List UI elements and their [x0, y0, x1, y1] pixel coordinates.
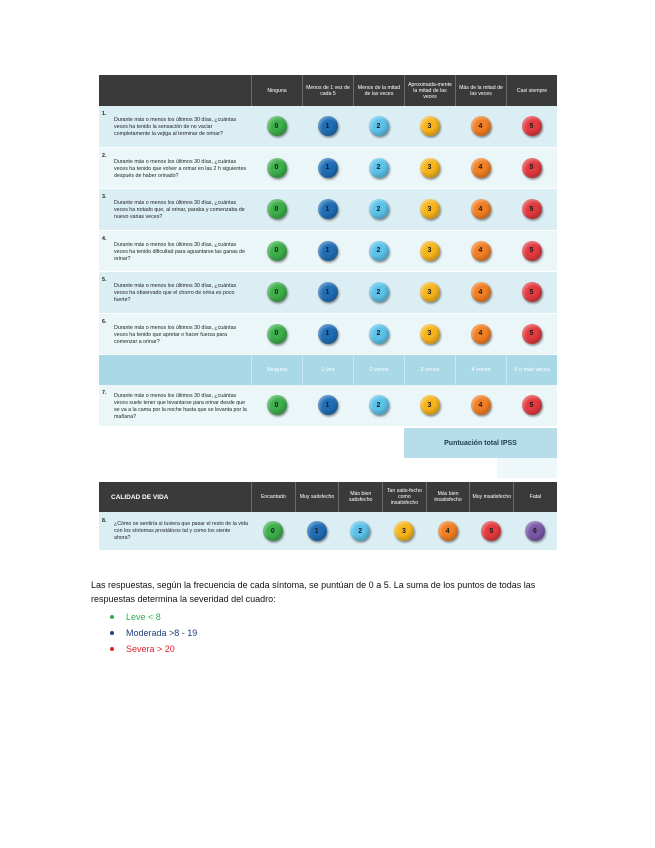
score-0-button[interactable]: 0: [267, 324, 287, 344]
question-cell: [99, 512, 251, 550]
nocturia-header-1-vez: 1 vez: [302, 355, 353, 385]
score-5-button[interactable]: 5: [522, 241, 542, 261]
ipss-header-blank: [99, 75, 251, 106]
severity-legend: [110, 609, 197, 657]
score-2-button[interactable]: 2: [369, 116, 389, 136]
question-number: 1.: [102, 111, 107, 117]
nocturia-header-4-veces: 4 veces: [455, 355, 506, 385]
score-4-button[interactable]: 4: [471, 395, 491, 415]
question-number: 2.: [102, 152, 107, 159]
bullet-icon: [110, 631, 114, 635]
score-0-button[interactable]: 0: [267, 199, 287, 219]
question-text: Durante más o menos los últimos 30 días, ¿cuántas veces suele tener que levantarse para orinar desde que se va a la cama por la noche hasta que se levanta por la mañana?: [114, 392, 247, 420]
score-1-button[interactable]: 1: [318, 395, 338, 415]
score-2-button[interactable]: 2: [369, 324, 389, 344]
question-cell: [99, 148, 251, 189]
question-text: Durante más o menos los últimos 30 días, ¿cuántas veces ha notado que, al orinar, paraba y comenzaba de nuevo varias veces?: [114, 200, 245, 221]
score-3-button[interactable]: 3: [420, 324, 440, 344]
score-4-button[interactable]: 4: [471, 282, 491, 302]
question-row-5: [99, 272, 557, 314]
legend-item-leve: [110, 609, 197, 625]
question-text: Durante más o menos los últimos 30 días, ¿cuántas veces ha tenido que apretar o hacer fuerza para comenzar a orinar?: [114, 324, 237, 345]
question-cell: [99, 385, 251, 426]
score-4-button[interactable]: 4: [471, 199, 491, 219]
question-number: 8.: [102, 518, 107, 524]
question-text: ¿Cómo se sentiría si tuviera que pasar el resto de la vida con los síntomas prostáticos tal y como los siente ahora?: [114, 520, 248, 541]
question-text: Durante más o menos los últimos 30 días, ¿cuántas veces ha observado que el chorro de orina es poco fuerte?: [114, 283, 237, 304]
explanation-paragraph: Las respuestas, según la frecuencia de cada síntoma, se puntúan de 0 a 5. La suma de los puntos de todas las respuestas determina la severidad del cuadro:: [91, 580, 536, 604]
header-menos-mitad: Menos de la mitad de las veces: [353, 75, 404, 106]
header-mas-bien-insatisfecho: Más bien insatisfecho: [426, 482, 470, 512]
score-2-button[interactable]: 2: [369, 199, 389, 219]
question-text: Durante más o menos los últimos 30 días, ¿cuántas veces ha tenido la sensación de no vaciar completamente la vejiga al terminar de orinar?: [114, 117, 237, 138]
score-2-button[interactable]: 2: [369, 158, 389, 178]
score-5-button[interactable]: 5: [522, 324, 542, 344]
score-0-button[interactable]: 0: [267, 282, 287, 302]
score-0-button[interactable]: 0: [263, 521, 283, 541]
score-2-button[interactable]: 2: [369, 395, 389, 415]
question-cell: [99, 106, 251, 147]
score-4-button[interactable]: 4: [471, 324, 491, 344]
header-menos-1-de-5: Menos de 1 vez de cada 5: [302, 75, 353, 106]
question-number: 6.: [102, 318, 107, 325]
question-row-3: [99, 189, 557, 231]
score-0-button[interactable]: 0: [267, 395, 287, 415]
question-text: Durante más o menos los últimos 30 días, ¿cuántas veces ha tenido dificultad para aguantarse las ganas de orinar?: [114, 241, 246, 262]
header-mas-bien-satisfecho: Más bien satisfecho: [338, 482, 382, 512]
score-1-button[interactable]: 1: [318, 282, 338, 302]
score-3-button[interactable]: 3: [420, 158, 440, 178]
score-0-button[interactable]: 0: [267, 241, 287, 261]
legend-text-leve: Leve < 8: [126, 612, 161, 622]
quality-title: CALIDAD DE VIDA: [99, 482, 251, 512]
question-row-2: [99, 148, 557, 190]
score-4-button[interactable]: 4: [471, 158, 491, 178]
score-4-button[interactable]: 4: [471, 241, 491, 261]
score-5-button[interactable]: 5: [481, 521, 501, 541]
nocturia-header-row: [99, 355, 557, 385]
question-number: 4.: [102, 235, 107, 242]
legend-text-moderada: Moderada >8 - 19: [126, 628, 198, 638]
score-1-button[interactable]: 1: [318, 158, 338, 178]
question-cell: [99, 272, 251, 313]
score-5-button[interactable]: 5: [522, 116, 542, 136]
score-3-button[interactable]: 3: [420, 241, 440, 261]
score-2-button[interactable]: 2: [369, 241, 389, 261]
score-4-button[interactable]: 4: [438, 521, 458, 541]
question-row-7: [99, 385, 557, 427]
question-number: 7.: [102, 390, 107, 396]
score-2-button[interactable]: 2: [369, 282, 389, 302]
header-muy-satisfecho: Muy satisfecho: [295, 482, 339, 512]
score-5-button[interactable]: 5: [522, 395, 542, 415]
question-row-4: [99, 231, 557, 273]
bullet-icon: [110, 615, 114, 619]
question-number: 5.: [102, 277, 107, 283]
question-cell: [99, 231, 251, 272]
nocturia-header-5-mas: 5 o más veces: [506, 355, 557, 385]
nocturia-header-2-veces: 2 veces: [353, 355, 404, 385]
score-3-button[interactable]: 3: [420, 116, 440, 136]
score-3-button[interactable]: 3: [420, 199, 440, 219]
score-3-button[interactable]: 3: [420, 395, 440, 415]
score-1-button[interactable]: 1: [318, 199, 338, 219]
score-3-button[interactable]: 3: [420, 282, 440, 302]
header-casi-siempre: Casi siempre: [506, 75, 557, 106]
score-1-button[interactable]: 1: [318, 241, 338, 261]
score-5-button[interactable]: 5: [522, 158, 542, 178]
bullet-icon: [110, 647, 114, 651]
score-1-button[interactable]: 1: [318, 116, 338, 136]
question-row-6: [99, 314, 557, 356]
total-ipss-value-field[interactable]: [497, 458, 557, 478]
score-0-button[interactable]: 0: [267, 116, 287, 136]
ipss-header-row: [99, 75, 557, 106]
header-ninguna: Ninguna: [251, 75, 302, 106]
quality-header-row: [99, 482, 557, 512]
question-row-8: [99, 512, 557, 550]
score-6-button[interactable]: 6: [525, 521, 545, 541]
score-5-button[interactable]: 5: [522, 199, 542, 219]
header-neutral: Tan satis-fecho como insatisfecho: [382, 482, 426, 512]
question-row-1: [99, 106, 557, 148]
question-text: Durante más o menos los últimos 30 días, ¿cuántas veces ha tenido que volver a orinar en las 2 h siguientes después de haber orinado?: [114, 158, 247, 179]
question-number: 3.: [102, 194, 107, 200]
score-1-button[interactable]: 1: [318, 324, 338, 344]
score-4-button[interactable]: 4: [471, 116, 491, 136]
score-5-button[interactable]: 5: [522, 282, 542, 302]
question-cell: [99, 189, 251, 230]
score-0-button[interactable]: 0: [267, 158, 287, 178]
header-encantado: Encantado: [251, 482, 295, 512]
question-cell: [99, 314, 251, 355]
legend-item-moderada: [110, 625, 197, 641]
score-1-button[interactable]: 1: [307, 521, 327, 541]
header-aprox-mitad: Aproximada-mente la mitad de las veces: [404, 75, 455, 106]
nocturia-header-ninguna: Ninguna: [251, 355, 302, 385]
nocturia-header-blank: [99, 355, 251, 385]
ipss-table: [99, 75, 557, 427]
quality-of-life-table: [99, 482, 557, 550]
legend-text-severa: Severa > 20: [126, 644, 175, 654]
header-fatal: Fatal: [513, 482, 557, 512]
header-mas-mitad: Más de la mitad de las veces: [455, 75, 506, 106]
score-2-button[interactable]: 2: [350, 521, 370, 541]
score-3-button[interactable]: 3: [394, 521, 414, 541]
total-ipss-label: Puntuación total IPSS: [404, 428, 557, 458]
legend-item-severa: [110, 641, 197, 657]
nocturia-header-3-veces: 3 veces: [404, 355, 455, 385]
header-muy-insatisfecho: Muy insatisfecho: [469, 482, 513, 512]
